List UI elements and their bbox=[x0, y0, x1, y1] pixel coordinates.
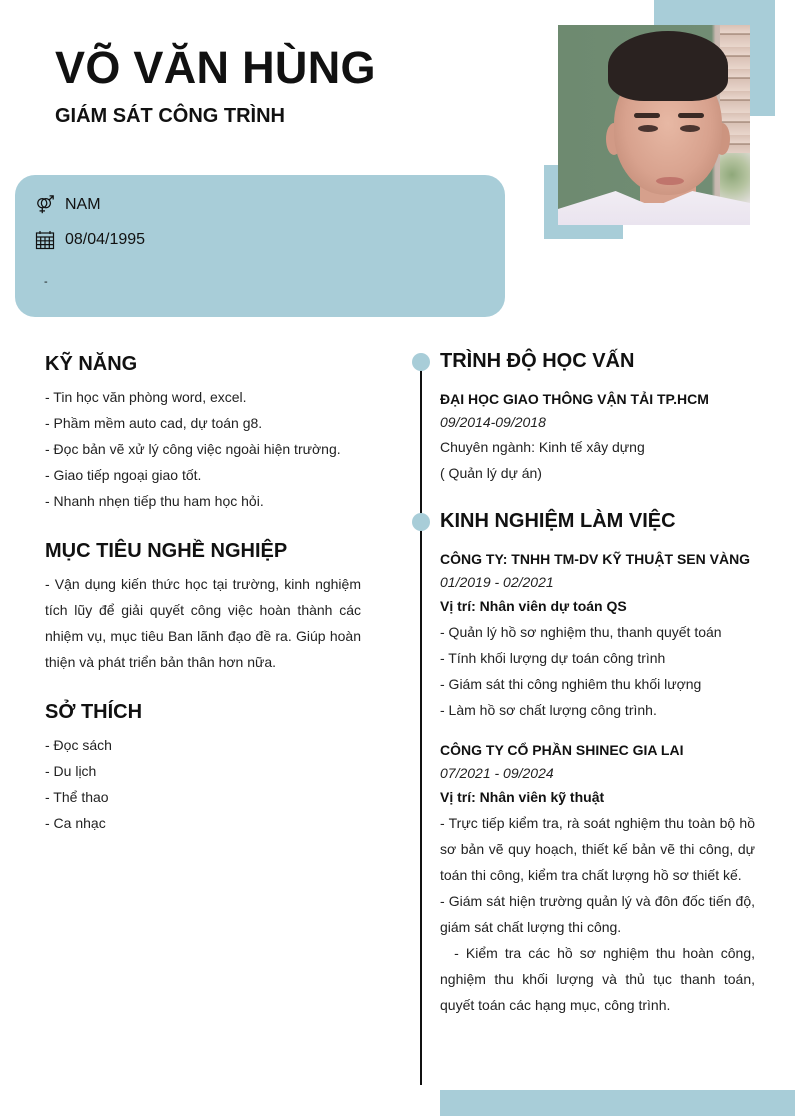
education-major: Chuyên ngành: Kinh tế xây dựng bbox=[440, 439, 645, 455]
job-duty: - Làm hồ sơ chất lượng công trình. bbox=[440, 702, 657, 718]
experience-entry bbox=[440, 548, 755, 723]
company-name: CÔNG TY: TNHH TM-DV KỸ THUẬT SEN VÀNG bbox=[440, 551, 751, 567]
timeline-dot-education bbox=[412, 353, 430, 371]
hobby-item: - Du lịch bbox=[45, 763, 97, 779]
experience-title: KINH NGHIỆM LÀM VIỆC bbox=[440, 510, 676, 532]
skill-item: - Giao tiếp ngoại giao tốt. bbox=[45, 467, 202, 483]
hobby-item: - Thể thao bbox=[45, 789, 109, 805]
skill-item: - Phầm mềm auto cad, dự toán g8. bbox=[45, 415, 263, 431]
education-title: TRÌNH ĐỘ HỌC VẤN bbox=[440, 350, 635, 372]
personal-info-box bbox=[15, 175, 505, 317]
hobbies-list bbox=[45, 732, 112, 836]
photo-hair bbox=[608, 31, 728, 101]
school-name: ĐẠI HỌC GIAO THÔNG VẬN TẢI TP.HCM bbox=[440, 391, 709, 407]
gender-icon bbox=[35, 195, 55, 215]
skills-list bbox=[45, 384, 341, 514]
photo-brow-left bbox=[634, 113, 660, 118]
photo-brow-right bbox=[678, 113, 704, 118]
job-duty: - Tính khối lượng dự toán công trình bbox=[440, 650, 666, 666]
skill-item: - Tin học văn phòng word, excel. bbox=[45, 389, 247, 405]
job-position: Vị trí: Nhân viên kỹ thuật bbox=[440, 789, 605, 805]
timeline-dot-experience bbox=[412, 513, 430, 531]
experience-entry bbox=[440, 739, 759, 1018]
photo-eye-right bbox=[680, 125, 700, 132]
hobby-item: - Ca nhạc bbox=[45, 815, 106, 831]
job-duty: - Kiểm tra các hồ sơ nghiệm thu hoàn công, nghiệm thu khối lượng và thủ tục thanh toán, quyết toán các hạng mục, công trình. bbox=[440, 945, 759, 1013]
dob-row bbox=[35, 230, 145, 250]
hobbies-title: SỞ THÍCH bbox=[45, 701, 143, 723]
candidate-name: VÕ VĂN HÙNG bbox=[55, 42, 376, 93]
dob-value: 08/04/1995 bbox=[65, 231, 146, 248]
photo-eye-left bbox=[638, 125, 658, 132]
job-duty: - Trực tiếp kiểm tra, rà soát nghiệm thu toàn bộ hồ sơ bản vẽ quy hoạch, thiết kế bản vẽ thi công, dự toán thi công, kiểm tra chất lượng hồ sơ thiết kế. bbox=[440, 815, 755, 883]
hobby-item: - Đọc sách bbox=[45, 737, 112, 753]
job-title: GIÁM SÁT CÔNG TRÌNH bbox=[55, 105, 285, 127]
photo-mouth bbox=[656, 177, 684, 185]
info-extra: - bbox=[44, 276, 48, 288]
job-duty: - Quản lý hồ sơ nghiệm thu, thanh quyết toán bbox=[440, 624, 722, 640]
objective-title: MỤC TIÊU NGHỀ NGHIỆP bbox=[45, 540, 288, 562]
calendar-icon bbox=[35, 230, 55, 250]
skills-title: KỸ NĂNG bbox=[45, 353, 138, 375]
education-specialization: ( Quản lý dự án) bbox=[440, 465, 542, 481]
profile-photo bbox=[558, 25, 750, 225]
job-position: Vị trí: Nhân viên dự toán QS bbox=[440, 598, 627, 614]
skill-item: - Nhanh nhẹn tiếp thu ham học hỏi. bbox=[45, 493, 264, 509]
job-duty: - Giám sát thi công nghiêm thu khối lượng bbox=[440, 676, 702, 692]
education-period: 09/2014-09/2018 bbox=[440, 414, 546, 430]
company-name: CÔNG TY CỔ PHẦN SHINEC GIA LAI bbox=[440, 742, 684, 758]
gender-value: NAM bbox=[65, 196, 101, 213]
skill-item: - Đọc bản vẽ xử lý công việc ngoài hiện trường. bbox=[45, 441, 341, 457]
job-period: 01/2019 - 02/2021 bbox=[440, 574, 554, 590]
timeline-line bbox=[420, 362, 422, 1085]
objective-text: - Vận dụng kiến thức học tại trường, kinh nghiệm tích lũy để giải quyết công việc hoàn thành các nhiệm vụ, mục tiêu Ban lãnh đạo đề ra. Giúp hoàn thiện và phát triển bản thân hơn nữa. bbox=[45, 576, 361, 670]
job-duty: - Giám sát hiện trường quản lý và đôn đốc tiến độ, giám sát chất lượng thi công. bbox=[440, 893, 755, 935]
job-period: 07/2021 - 09/2024 bbox=[440, 765, 554, 781]
footer-accent-bar bbox=[440, 1090, 795, 1116]
gender-row bbox=[35, 195, 101, 215]
education-entry bbox=[440, 388, 755, 486]
